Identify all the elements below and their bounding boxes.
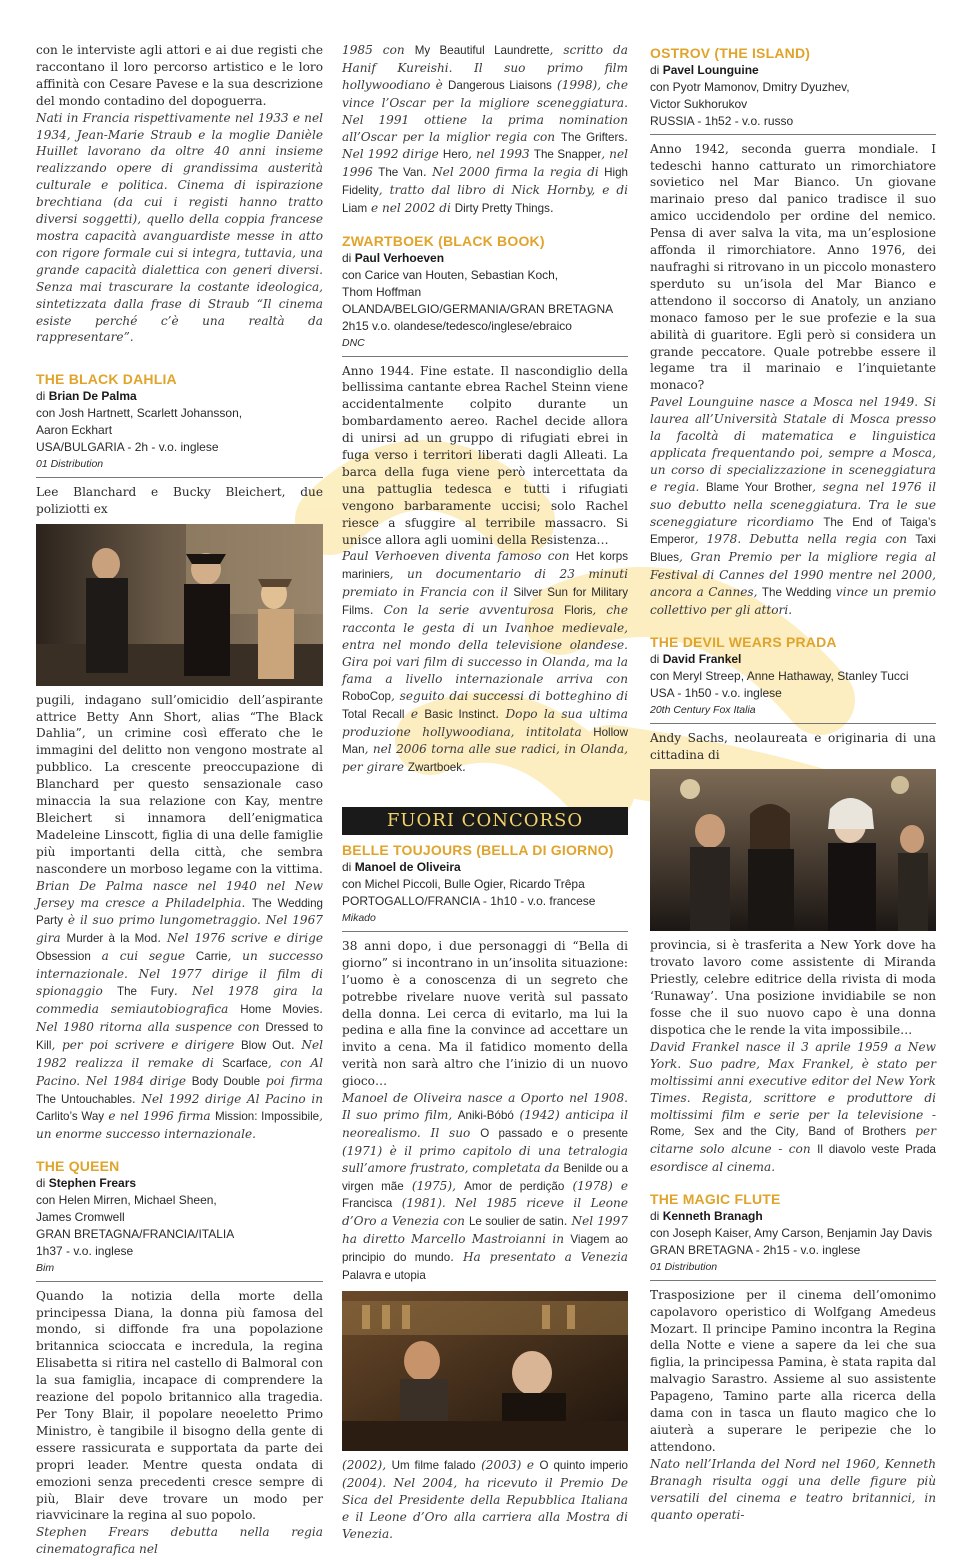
film-info-2: 1h37 - v.o. inglese: [36, 1243, 134, 1258]
bio-text: , un successo internazionale. Nel 1977 dirige il film di spionaggio: [36, 949, 323, 999]
bio-text: (1981). Nel 1985 riceve il Leone d’Oro a Venezia con: [342, 1196, 628, 1229]
bio-text: .: [462, 760, 466, 775]
bio-text: e nel 2002 di: [367, 201, 455, 216]
film-title-ref: Il diavolo veste Prada: [817, 1143, 937, 1157]
film-info-2: 2h15 v.o. olandese/tedesco/inglese/ebraico: [342, 318, 572, 333]
bio-text: . Nel 2000 firma la regia di: [422, 165, 605, 180]
bio-text: per citarne solo alcune - con: [650, 1124, 936, 1157]
film-director: di Kenneth Branagh: [650, 1209, 763, 1224]
column-3: [650, 42, 936, 1523]
film-title-ref: The Wedding: [761, 586, 832, 600]
bio-text: (1942) anticipa il neorealismo. Il suo: [342, 1107, 629, 1140]
bio-text: , con Al Pacino. Nel 1984 dirige: [36, 1055, 323, 1088]
divider: [650, 134, 936, 135]
bio-text: . Dopo la sua ultima produzione hollywoodiana, intitolata: [342, 706, 628, 739]
bio-text: . Nel 1982 realizza il remake di: [36, 1037, 324, 1070]
bio-text: Pavel Lounguine nasce a Mosca nel 1949. Si laurea all’Università Statale di Mosca presso la facoltà di matematica e linguistica applicata frequentando poi, sempre a Mosca, un corso di specializzazione in sceneggiatura e regia.: [650, 395, 936, 494]
film-title-ref: Viagem ao principio do mundo: [342, 1233, 628, 1265]
film-title-ref: My Beautiful Laundrette: [414, 44, 550, 57]
bio-text: , scritto da Hanif Kureishi. Il suo primo film hollywoodiano è: [342, 43, 628, 92]
director-bio-de-palma: [36, 878, 323, 1144]
film-still-black-dahlia: [36, 524, 323, 686]
bio-text: (1998), che vince l’Oscar per la migliore sceneggiatura. Nel 1991 ottiene la prima nomination all’Oscar per la miglior regia con: [342, 77, 628, 144]
synopsis: Anno 1942, seconda guerra mondiale. I tedeschi hanno catturato un rimorchiatore sovietico nel Mar Bianco. Un giovane marinaio preso dal panico tradisce il suo amico uccidendolo per ordine del nemico. Pensa di aver salva la vita, ma un’esplosione affonda il rimorchiatore. Anno 1976, dei naufraghi si ritrovano in un piccolo monastero sperduto su un’isola del Mar Bianco e attendono il soccorso di Anatoly, un anziano monaco famoso per le sue profezie e la sua abilità di guaritore. Egli però si considera un grande peccatore. Quale potrebbe essere il legame tra il marinaio e l’inquietante monaco?: [650, 141, 936, 393]
film-title-ref: Aniki-Bóbó: [457, 1108, 514, 1122]
bio-text: David Frankel nasce il 3 aprile 1959 a New York. Suo padre, Max Frankel, è stato per moltissimi anni executive editor del New York Times. Regista, scrittore e produttore di moltissimi film e serie per la televisione -: [650, 1039, 936, 1122]
film-title-ref: The Wedding Party: [36, 896, 324, 928]
film-title-ref: Um filme falado: [391, 1459, 476, 1472]
film-director: di Stephen Frears: [36, 1176, 137, 1191]
film-title-ref: Zwartboek: [407, 761, 463, 775]
synopsis: Anno 1944. Fine estate. Il nascondiglio della bellissima cantante ebrea Rachel Steinn viene accidentalmente colpito durante un bombardamento aereo. Rachel decide allora di unirsi ad un gruppo di rifugiati ebrei in fuga verso i territori liberati dagli Alleati. La barca della fuga viene però intercettata da una pattuglia tedesca e tutti i rifugiati vengono barbaramente uccisi; solo Rachel riesce a sfuggire al terribile massacro. Si unisce allora agli uomini della Resistenza…: [342, 363, 628, 547]
director-bio-verhoeven: [342, 548, 628, 777]
divider: [342, 931, 628, 932]
bio-text: Brian De Palma nasce nel 1940 nel New Jersey ma cresce a Philadelphia.: [36, 878, 323, 910]
film-title-ref: Basic Instinct: [424, 707, 496, 721]
section-banner-fuori-concorso: FUORI CONCORSO: [342, 807, 628, 835]
film-distributor: 01 Distribution: [650, 1260, 718, 1273]
director-bio-frankel: [650, 1039, 936, 1176]
director-bio-lounguine: [650, 394, 936, 619]
film-title-ref: Amor de perdição: [464, 1179, 565, 1193]
film-title-ref: Mission: Impossibile: [214, 1110, 320, 1124]
bio-text: Paul Verhoeven diventa famoso con: [342, 549, 576, 564]
film-still-belle-toujours: [342, 1291, 628, 1451]
bio-text: , 1978. Debutta nella regia con: [694, 532, 916, 547]
column-1: [36, 42, 323, 1558]
film-title-ref: The Van: [378, 166, 423, 180]
film-title-ref: Total Recall: [342, 707, 405, 721]
film-cast: con Helen Mirren, Michael Sheen,: [36, 1193, 217, 1208]
film-title-belle-toujours: BELLE TOUJOURS (BELLA DI GIORNO): [342, 842, 614, 859]
film-title-ref: Carlito’s Way: [36, 1110, 105, 1124]
director-bio-oliveira-cont: [342, 1457, 628, 1543]
bio-text: (1975),: [403, 1178, 465, 1193]
bio-text: Manoel de Oliveira nasce a Oporto nel 1908. Il suo primo film,: [342, 1091, 628, 1122]
bio-text: .: [549, 201, 554, 216]
bio-text: (1971) è il primo capitolo di una tetralogia sull’amore frustrato, completata da: [342, 1143, 628, 1175]
film-cast: con Josh Hartnett, Scarlett Johansson,: [36, 406, 243, 421]
film-title-ref: Francisca: [342, 1197, 393, 1211]
bio-text: , per poi scrivere e dirigere: [51, 1037, 241, 1052]
film-title-ref: The Fury: [117, 985, 174, 999]
film-title-ref: Body Double: [191, 1074, 261, 1088]
film-title-ref: Le soulier de satin: [468, 1215, 564, 1229]
film-title-ref: The End of Taiga’s Emperor: [650, 515, 936, 547]
film-cast-2: James Cromwell: [36, 1210, 125, 1225]
synopsis: Quando la notizia della morte della principessa Diana, la donna più famosa del mondo, si diffonde fra una popolazione britannica scioccata e incredula, la regina Elisabetta si ritira nel castello di Balmoral con la sua famiglia, incapace di comprendere la reazione del popolo britannico alla tragedia. Per Tony Blair, il popolare neoeletto Primo Ministro, è tangibile il bisogno della gente di essere rassicurata e supportata da parte dei propri leader. Mentre questa ondata di emozioni senza precedenti cresce sempre di più, Blair deve trovare un modo per riavvicinare la regina al suo popolo.: [36, 1288, 323, 1523]
film-title-ref: Dangerous Liaisons: [448, 78, 552, 92]
divider: [650, 1280, 936, 1281]
bio-text: , segna nel 1976 il suo debutto nella sceneggiatura. Tra le sue sceneggiature ricordiamo: [650, 479, 936, 529]
film-distributor: Mikado: [342, 911, 376, 924]
film-title-ref: Silver Sun for Military Films: [342, 586, 628, 618]
film-info: GRAN BRETAGNA - 2h15 - v.o. inglese: [650, 1242, 861, 1257]
bio-text: . Nel 1980 ritorna alla suspence con: [36, 1001, 323, 1034]
synopsis-a: Andy Sachs, neolaureata e originaria di una cittadina di: [650, 730, 936, 762]
film-cast-2: Thom Hoffman: [342, 284, 422, 299]
film-info: USA/BULGARIA - 2h - v.o. inglese: [36, 440, 219, 455]
film-title-magic-flute: THE MAGIC FLUTE: [650, 1191, 781, 1208]
bio-text: esordisce al cinema.: [650, 1160, 776, 1175]
film-title-ref: The Snapper: [533, 148, 602, 162]
divider: [36, 477, 323, 478]
film-info: RUSSIA - 1h52 - v.o. russo: [650, 113, 794, 128]
film-cast: con Carice van Houten, Sebastian Koch,: [342, 267, 559, 282]
bio-text: , nel 1993: [468, 147, 534, 162]
film-title-ref: Dressed to Kill: [36, 1020, 324, 1052]
film-director: di David Frankel: [650, 652, 742, 666]
film-title-ref: Floris: [564, 604, 593, 618]
film-director: di Pavel Lounguine: [650, 63, 759, 77]
bio-text: ,: [795, 1124, 809, 1139]
bio-text: , nel 2006 torna alle sue radici, in Olanda, per girare: [342, 742, 628, 775]
film-distributor: 20th Century Fox Italia: [650, 703, 756, 716]
bio-text: (1978) e: [564, 1178, 629, 1193]
film-title-ref: Benilde ou a virgen mãe: [342, 1161, 628, 1193]
film-title-ostrov: OSTROV (THE ISLAND): [650, 45, 811, 61]
film-title-ref: Hero: [442, 148, 469, 162]
director-bio-oliveira: [342, 1090, 628, 1285]
film-title-ref: O quinto imperio: [539, 1459, 629, 1472]
bio-text: e nel 1996 firma: [104, 1109, 215, 1124]
synopsis-b: provincia, si è trasferita a New York dove ha trovato lavoro come assistente di Miranda Priestly, celebre editrice della rivista di moda ‘Runaway’. Una posizione invidiabile se non fosse che il suo nuovo capo è una donna dispotica che le rende la vita impossibile…: [650, 938, 936, 1037]
film-title-devil-wears-prada: THE DEVIL WEARS PRADA: [650, 634, 837, 650]
bio-text: , nel 1996: [342, 147, 628, 180]
film-title-ref: Sex and the City: [694, 1125, 796, 1139]
film-title-ref: Het korps mariniers: [342, 550, 628, 582]
film-title-ref: Hollow Man: [342, 725, 628, 757]
bio-text: , un enorme successo internazionale.: [36, 1109, 323, 1142]
film-title-ref: Taxi Blues: [650, 533, 936, 565]
column-2: [342, 42, 628, 1543]
intro-paragraph: con le interviste agli attori e ai due registi che raccontano il loro percorso artistico e le loro affinità con Cesare Pavese e la sua descrizione del mondo contadino del dopoguerra.: [36, 43, 323, 108]
bio-text: , seguito dai successi di botteghino di: [391, 688, 628, 703]
film-distributor: Bim: [36, 1261, 55, 1274]
intro-bio: Nati in Francia rispettivamente nel 1933 e nel 1934, Jean-Marie Straub e la moglie Danièle Huillet lavorano da oltre 40 anni insieme realizzando opere di grandissima austerità culturale e politica. Cinema di ispirazione brechtiana (da cui i registi hanno tratto diversi soggetti), quello della coppia francese mostra capacità avanguardiste messe in atto con rigore formale cui si integra, tuttavia, una grande capacità dialettica con generi diversi. Senza mai trascurare la costante ideologica, sintetizzata dalla frase di Straub “Il cinema esiste perché c’è una realtà da rappresentare”.: [36, 110, 323, 345]
film-title-ref: Band of Brothers: [808, 1125, 907, 1139]
film-title-black-dahlia: THE BLACK DAHLIA: [36, 371, 177, 388]
film-title-ref: O passado e o presente: [480, 1126, 629, 1140]
bio-text: . Nel 1997 ha diretto Marcello Mastroianni in: [342, 1214, 628, 1247]
film-title-ref: The Grifters: [560, 130, 625, 144]
film-title-zwartboek: ZWARTBOEK (BLACK BOOK): [342, 233, 545, 250]
bio-text: , Gran Premio per la migliore regia al Festival di Cannes del 1990 mentre nel 2000, ancora a Cannes,: [650, 550, 936, 600]
film-director: di Paul Verhoeven: [342, 251, 445, 266]
bio-text: , che racconta le gesta di un Ivanhoe medievale, entra nel mondo della televisione olandese. Gira poi vari film di successo in Olanda, ma la fama a livello internazionale arriva con: [342, 603, 628, 686]
bio-text: e: [404, 706, 425, 721]
film-distributor: DNC: [342, 336, 365, 349]
film-cast-2: Aaron Eckhart: [36, 423, 113, 438]
synopsis: 38 anni dopo, i due personaggi di “Bella di giorno” si incontrano in un’insolita situazione: l’uomo è a conoscenza di un segreto che potrebbe rivelare nuove verità sul passato della donna. Lei cerca di evitarlo, ma lui la pedina e alla fine la convince ad accettare un invito a cena. Ma il fatidico momento della verità non sarà altro che l’inizio di un nuovo gioco…: [342, 938, 628, 1089]
film-title-ref: Scarface: [222, 1056, 268, 1070]
bio-text: è il suo primo lungometraggio. Nel 1967 gira: [36, 913, 323, 946]
film-cast: con Meryl Streep, Anne Hathaway, Stanley Tucci: [650, 668, 909, 683]
bio-text: ,: [680, 1124, 695, 1139]
film-info: OLANDA/BELGIO/GERMANIA/GRAN BRETAGNA: [342, 301, 614, 316]
film-cast: con Michel Piccoli, Bulle Ogier, Ricardo Trêpa: [342, 877, 585, 892]
director-bio-branagh: Nato nell’Irlanda del Nord nel 1960, Kenneth Branagh risulta oggi una delle figure più versatili del cinema e teatro britannici, in quanto operati-: [650, 1456, 936, 1522]
bio-text: . Nel 1992 dirige: [342, 129, 628, 162]
bio-text: . Con la serie avventurosa: [369, 603, 565, 618]
film-title-ref: Blame Your Brother: [706, 480, 813, 494]
divider: [36, 1281, 323, 1282]
film-title-ref: High Fidelity: [342, 166, 628, 198]
film-title-ref: RoboCop: [342, 689, 391, 703]
film-title-ref: Dirty Pretty Things: [454, 202, 550, 216]
bio-text: poi firma: [260, 1073, 324, 1088]
film-title-ref: The Untouchables: [36, 1092, 132, 1106]
film-info: PORTOGALLO/FRANCIA - 1h10 - v.o. francese: [342, 894, 596, 909]
bio-text: , tratto dal libro di Nick Hornby, e di: [378, 183, 628, 198]
synopsis-b: pugili, indagano sull’omicidio dell’aspirante attrice Betty Ann Short, alias “The Black Dahlia”, un crimine così efferato che le immagini del delitto non vengono mostrate al pubblico. La crescente preoccupazione di Blanchard per questo sensazionale caso minaccia la sua relazione con Kay, mentre Bleichert si innamora dell’enigmatica Madeleine Linscott, figlia di una delle famiglie più importanti della città, che sembra nascondere un morboso legame con la vittima.: [36, 692, 323, 876]
film-cast: con Joseph Kaiser, Amy Carson, Benjamin Jay Davis: [650, 1226, 933, 1241]
film-title-ref: Home Movies: [240, 1002, 320, 1016]
bio-text: . Nel 1978 gira la commedia semiautobiografica: [36, 984, 323, 1016]
film-info: GRAN BRETAGNA/FRANCIA/ITALIA: [36, 1226, 235, 1241]
bio-text: 1985 con: [342, 43, 415, 57]
film-distributor: 01 Distribution: [36, 457, 104, 470]
divider: [650, 723, 936, 724]
bio-text: (2004). Nel 2004, ha ricevuto il Premio De Sica del Presidente della Repubblica Italiana e il Leone d’Oro alla carriera alla Mostra di Venezia.: [342, 1475, 628, 1541]
bio-text: , un documentario di 23 minuti premiato in Francia con il: [342, 567, 628, 600]
film-title-ref: Obsession: [36, 950, 91, 964]
film-title-ref: Murder à la Mod: [66, 932, 158, 946]
film-director: di Manoel de Oliveira: [342, 860, 461, 875]
bio-text: (2003) e: [475, 1458, 540, 1472]
film-still-devil-wears-prada: [650, 769, 936, 931]
bio-text: . Ha presentato a Venezia: [450, 1250, 628, 1265]
synopsis: Trasposizione per il cinema dell’omonimo capolavoro operistico di Wolfgang Amedeus Mozart. Il principe Pamino incontra la Regina della Notte e viene a sapere da lei che sua figlia, la principessa Pamina, è stata rapita dal malvagio Sarastro. Assieme al suo assistente Papageno, Tamino parte alla ricerca della dama con in tasca un flauto magico che lo aiuterà a superare le peripezie che lo attendono.: [650, 1287, 936, 1454]
film-info: USA - 1h50 - v.o. inglese: [650, 685, 782, 700]
film-title-the-queen: THE QUEEN: [36, 1158, 120, 1175]
bio-text: (2002),: [342, 1458, 392, 1472]
film-title-ref: Carrie: [195, 950, 228, 964]
film-director: di Brian De Palma: [36, 389, 137, 404]
film-title-ref: Blow Out: [240, 1038, 291, 1052]
bio-text: a cui segue: [90, 949, 196, 964]
film-title-ref: Liam: [342, 202, 368, 216]
film-cast-2: Victor Sukhorukov: [650, 96, 748, 111]
film-cast: con Pyotr Mamonov, Dmitry Dyuzhev,: [650, 79, 850, 94]
bio-text: vince un premio collettivo per gli attori.: [650, 585, 936, 618]
director-bio-frears-cont: [342, 42, 628, 218]
film-title-ref: Palavra e utopia: [342, 1269, 426, 1283]
bio-text: . Nel 1976 scrive e dirige: [157, 931, 323, 946]
director-bio-frears: Stephen Frears debutta nella regia cinematografica nel: [36, 1525, 323, 1557]
divider: [342, 356, 628, 357]
film-title-ref: Rome: [650, 1125, 681, 1139]
bio-text: . Nel 1992 dirige Al Pacino in: [131, 1091, 323, 1106]
synopsis-a: Lee Blanchard e Bucky Bleichert, due poliziotti ex: [36, 484, 323, 516]
